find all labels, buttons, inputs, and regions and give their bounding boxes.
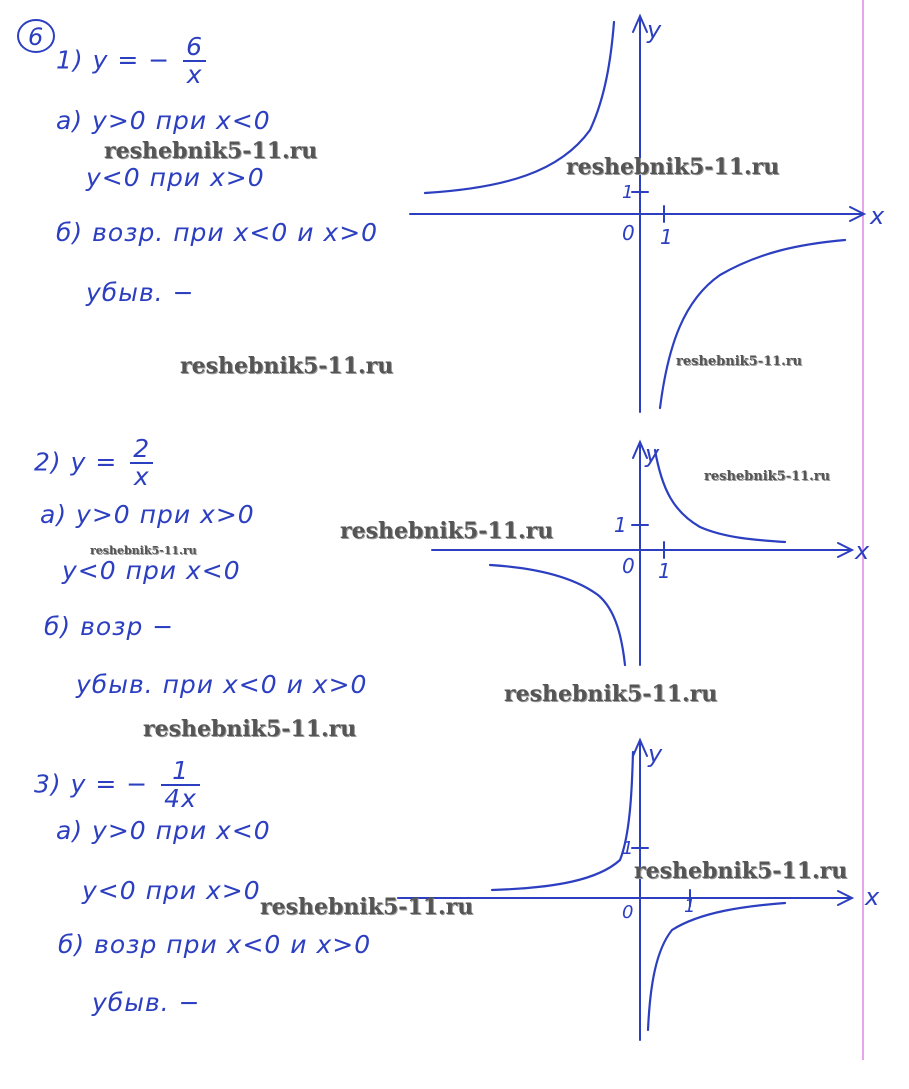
part-3-increasing: б) возр при x<0 и x>0 (58, 930, 372, 959)
watermark: reshebnik5-11.ru (104, 138, 318, 164)
part-3-label: 3) (34, 769, 62, 799)
part-1-formula (56, 34, 206, 89)
part-2-fraction (130, 436, 153, 491)
watermark: reshebnik5-11.ru (566, 154, 780, 180)
graph-3-y-unit-label: 1 (622, 838, 634, 859)
part-3-denominator: 4x (161, 784, 200, 812)
part-1-decreasing: убыв. − (86, 278, 195, 307)
part-3-negative: y<0 при x>0 (82, 876, 261, 905)
problem-number: 6 (28, 23, 44, 51)
part-1-positive: а) y>0 при x<0 (56, 106, 271, 135)
graph-1-origin-label: 0 (622, 221, 635, 245)
watermark: reshebnik5-11.ru (180, 353, 394, 379)
graph-2-x-label: x (855, 537, 870, 565)
part-3-positive: а) y>0 при x<0 (56, 816, 271, 845)
part-1-negative: y<0 при x>0 (86, 163, 265, 192)
graph-2-x-unit-label: 1 (658, 559, 671, 583)
part-2-positive: а) y>0 при x>0 (40, 500, 255, 529)
graph-1-x-label: x (870, 202, 885, 230)
watermark: reshebnik5-11.ru (90, 544, 197, 557)
part-2-formula (34, 436, 153, 491)
graph-2-y-label: y (645, 440, 660, 468)
part-1-denominator: x (183, 60, 206, 88)
part-2-label: 2) (34, 447, 62, 477)
watermark: reshebnik5-11.ru (340, 518, 554, 544)
watermark: reshebnik5-11.ru (704, 469, 831, 484)
part-1-numerator: 6 (186, 32, 204, 61)
watermark: reshebnik5-11.ru (260, 894, 474, 920)
watermark: reshebnik5-11.ru (504, 681, 718, 707)
part-2-formula-lhs: y = (70, 447, 118, 477)
watermark: reshebnik5-11.ru (634, 858, 848, 884)
graph-3-origin-label: 0 (622, 902, 634, 923)
part-1-increasing: б) возр. при x<0 и x>0 (56, 218, 379, 247)
graph-1-y-unit-label: 1 (622, 182, 634, 203)
part-1-label: 1) (56, 45, 84, 75)
part-3-numerator: 1 (172, 756, 189, 785)
part-2-decreasing: убыв. при x<0 и x>0 (76, 670, 368, 699)
graph-1-x-unit-label: 1 (660, 225, 673, 249)
graph-2-origin-label: 0 (622, 554, 635, 578)
part-3-decreasing: убыв. − (92, 988, 201, 1017)
part-1-formula-lhs: y = − (92, 45, 171, 75)
part-2-numerator: 2 (133, 434, 151, 463)
graph-3-x-label: x (865, 883, 880, 911)
watermark: reshebnik5-11.ru (676, 354, 803, 369)
part-3-formula (34, 758, 200, 813)
part-3-formula-lhs: y = − (70, 769, 149, 799)
part-2-negative: y<0 при x<0 (62, 556, 241, 585)
part-1-fraction (183, 34, 206, 89)
part-2-denominator: x (130, 462, 153, 490)
graph-1-y-label: y (647, 16, 662, 44)
graph-2-y-unit-label: 1 (614, 513, 627, 537)
part-3-fraction (161, 758, 200, 813)
part-2-increasing: б) возр − (44, 612, 175, 641)
graph-3-y-label: y (648, 740, 663, 768)
watermark: reshebnik5-11.ru (143, 716, 357, 742)
graph-3-x-unit-label: 1 (684, 896, 696, 917)
